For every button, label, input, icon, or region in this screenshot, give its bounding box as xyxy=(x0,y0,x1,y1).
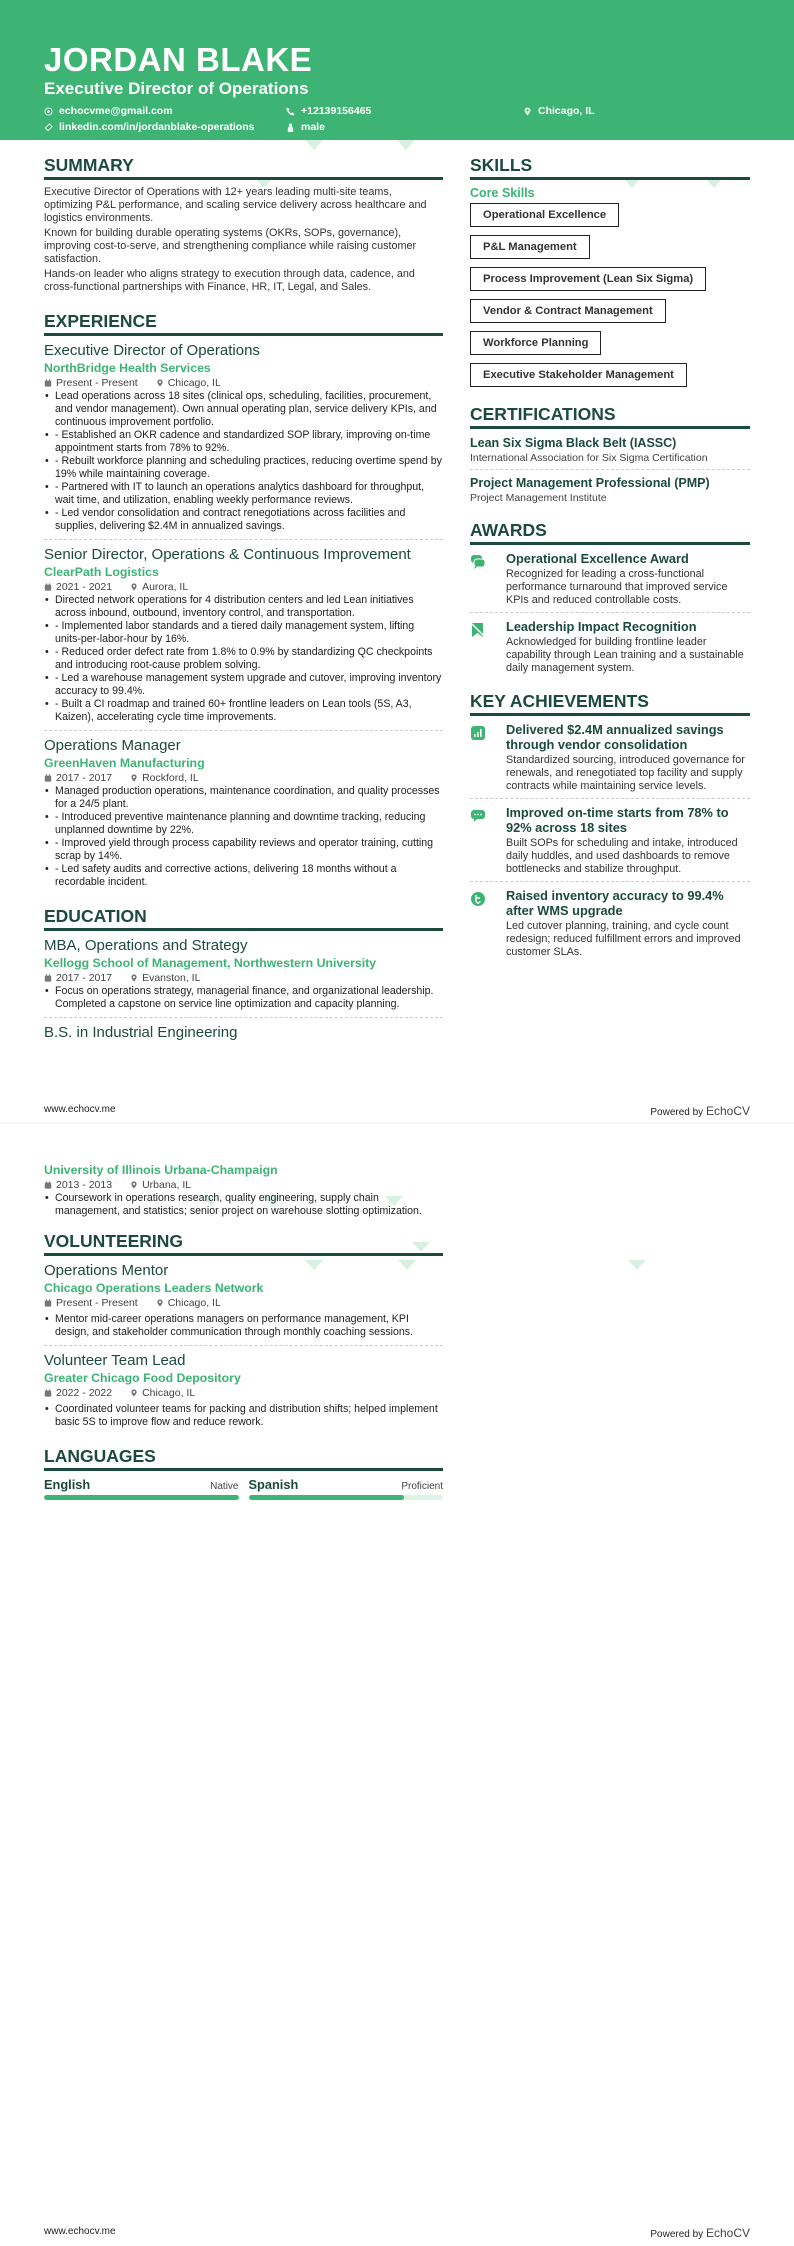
contact-info xyxy=(44,105,750,133)
bullet: • Coordinated volunteer teams for packing and distribution shifts; helped implement basic 5S to improve flow and reduce rework. xyxy=(44,1403,443,1429)
volunteer-location xyxy=(156,1296,221,1310)
achievement-entry xyxy=(470,805,750,882)
location-pin-icon xyxy=(130,974,138,982)
skill-tag: Vendor & Contract Management xyxy=(470,299,666,323)
section-heading: VOLUNTEERING xyxy=(44,1230,443,1256)
location-pin-icon xyxy=(156,1299,164,1307)
bullet: • - Partnered with IT to launch an operations analytics dashboard for throughput, wait time, and utilization, enabling weekly performance reviews. xyxy=(44,481,443,507)
certification-issuer: Project Management Institute xyxy=(470,492,607,504)
language-proficiency-bar xyxy=(44,1495,239,1500)
volunteer-meta xyxy=(44,1386,443,1400)
phone-text: +12139156465 xyxy=(301,105,372,117)
volunteer-entry xyxy=(44,1352,443,1435)
contact-linkedin[interactable] xyxy=(44,121,286,133)
award-description: Acknowledged for building frontline leader capability through Lean training and a sustainable daily management system. xyxy=(506,636,744,674)
job-dates: 2021 - 2021 xyxy=(56,581,113,593)
location-pin-icon xyxy=(523,107,532,116)
summary-paragraph: Executive Director of Operations with 12+ years leading multi-site teams, optimizing P&L performance, and scaling service delivery across healthcare and logistics environments. xyxy=(44,186,427,224)
achievement-description: Built SOPs for scheduling and intake, introduced daily huddles, and used dashboards to remove bottlenecks and stabilize throughput. xyxy=(506,837,738,875)
section-heading: SUMMARY xyxy=(44,154,443,180)
location-text: Evanston, IL xyxy=(142,972,201,984)
award-title: Operational Excellence Award xyxy=(506,551,689,566)
resume-header xyxy=(0,0,794,140)
volunteer-org: Chicago Operations Leaders Network xyxy=(44,1281,264,1295)
education-dates: 2013 - 2013 xyxy=(56,1179,113,1191)
resume-page-1 xyxy=(0,0,794,1122)
gender-text: male xyxy=(301,121,325,133)
award-entry xyxy=(470,619,750,680)
bullet: • - Led a warehouse management system upgrade and cutover, improving inventory accuracy to 99.4%. xyxy=(44,672,443,698)
education-entry xyxy=(44,1162,443,1224)
achievement-title: Raised inventory accuracy to 99.4% after WMS upgrade xyxy=(506,888,724,918)
location-text: Aurora, IL xyxy=(142,581,189,593)
language-level: Native xyxy=(210,1481,239,1492)
skill-tag: P&L Management xyxy=(470,235,590,259)
right-column xyxy=(470,140,750,970)
bullet-list xyxy=(44,390,443,533)
school-name: University of Illinois Urbana-Champaign xyxy=(44,1163,278,1177)
bullet-list xyxy=(44,594,443,724)
bullet: • Directed network operations for 4 distribution centers and led Lean initiatives across inbound, outbound, inventory control, and transportation. xyxy=(44,594,443,620)
volunteer-meta xyxy=(44,1296,443,1310)
bullet: • Mentor mid-career operations managers on performance management, KPI design, and stakeholder communication through monthly coaching sessions. xyxy=(44,1313,443,1339)
left-column xyxy=(44,1162,443,1500)
phone-icon xyxy=(286,107,295,116)
volunteer-role: Operations Mentor xyxy=(44,1262,169,1279)
calendar-icon xyxy=(44,1299,52,1307)
job-meta xyxy=(44,376,443,390)
bullet: • - Established an OKR cadence and standardized SOP library, improving on-time appointment starts from 78% to 92%. xyxy=(44,429,443,455)
calendar-icon xyxy=(44,974,52,982)
language-proficiency-fill xyxy=(44,1495,239,1500)
signal-bars-icon xyxy=(470,725,486,741)
certification-entry xyxy=(470,435,750,470)
location-pin-icon xyxy=(156,379,164,387)
bullet: • - Improved yield through process capability reviews and operator training, cutting scrap by 14%. xyxy=(44,837,443,863)
brand-name: EchoCV xyxy=(705,1104,750,1118)
skill-tag: Operational Excellence xyxy=(470,203,619,227)
candidate-title: Executive Director of Operations xyxy=(44,79,309,98)
at-icon xyxy=(44,107,53,116)
contact-gender xyxy=(286,121,523,133)
bullet: • - Built a CI roadmap and trained 60+ frontline leaders on Lean tools (5S, A3, Kaizen), accelerating cycle time improvements. xyxy=(44,698,443,724)
degree: B.S. in Industrial Engineering xyxy=(44,1024,238,1041)
language-proficiency-fill xyxy=(249,1495,405,1500)
footer-site-link[interactable]: www.echocv.me xyxy=(44,2226,116,2237)
skill-tag: Workforce Planning xyxy=(470,331,601,355)
award-entry xyxy=(470,551,750,613)
language-proficiency-bar xyxy=(249,1495,444,1500)
bullet-list xyxy=(44,785,443,889)
volunteer-entry xyxy=(44,1262,443,1346)
powered-label: Powered by xyxy=(650,2229,704,2240)
section-heading: EXPERIENCE xyxy=(44,310,443,336)
volunteer-role: Volunteer Team Lead xyxy=(44,1352,186,1369)
volunteer-dates: 2022 - 2022 xyxy=(56,1387,113,1399)
location-text: Chicago, IL xyxy=(538,105,595,117)
bullet: • - Reduced order defect rate from 1.8% to 0.9% by standardizing QC checkpoints and introducing root-cause problem solving. xyxy=(44,646,443,672)
languages-section xyxy=(44,1445,443,1500)
bullet: • - Led safety audits and corrective actions, delivering 18 months without a recordable incident. xyxy=(44,863,443,889)
award-description: Recognized for leading a cross-functional performance turnaround that improved service KPIs and reduced controllable costs. xyxy=(506,568,728,606)
language-item xyxy=(44,1477,239,1500)
section-heading: LANGUAGES xyxy=(44,1445,443,1471)
location-pin-icon xyxy=(130,583,138,591)
job-location xyxy=(130,580,188,594)
footer-powered-by xyxy=(650,1104,750,1118)
calendar-icon xyxy=(44,774,52,782)
section-heading: CERTIFICATIONS xyxy=(470,403,750,429)
linkedin-text: linkedin.com/in/jordanblake-operations xyxy=(59,121,255,133)
person-icon xyxy=(286,123,295,132)
bullet: • Focus on operations strategy, managerial finance, and organizational leadership. Completed a capstone on service line optimization and capacity planning. xyxy=(44,985,443,1011)
job-dates: 2017 - 2017 xyxy=(56,772,113,784)
contact-location xyxy=(523,105,703,117)
education-entry xyxy=(44,937,443,1018)
bullet-list xyxy=(44,985,443,1011)
volunteer-org: Greater Chicago Food Depository xyxy=(44,1371,241,1385)
company-name: ClearPath Logistics xyxy=(44,565,159,579)
job-meta xyxy=(44,771,443,785)
achievement-title: Improved on-time starts from 78% to 92% across 18 sites xyxy=(506,805,729,835)
education-meta xyxy=(44,1178,443,1192)
achievement-entry xyxy=(470,722,750,799)
job-meta xyxy=(44,580,443,594)
bullet: • - Implemented labor standards and a tiered daily management system, lifting units-per-labor-hour by 16%. xyxy=(44,620,443,646)
contact-phone[interactable] xyxy=(286,105,523,117)
bullet-list xyxy=(44,1313,443,1339)
calendar-icon xyxy=(44,379,52,387)
education-location xyxy=(130,1178,191,1192)
achievements-section xyxy=(470,690,750,964)
location-text: Urbana, IL xyxy=(142,1179,192,1191)
bullet: • Managed production operations, maintenance coordination, and quality processes for a 24/5 plant. xyxy=(44,785,443,811)
language-level: Proficient xyxy=(401,1481,443,1492)
achievement-entry xyxy=(470,888,750,964)
job-location xyxy=(156,376,221,390)
job-title: Senior Director, Operations & Continuous Improvement xyxy=(44,546,411,563)
skill-tag: Executive Stakeholder Management xyxy=(470,363,687,387)
chat-dots-icon xyxy=(470,808,486,824)
language-name: Spanish xyxy=(248,1477,299,1492)
language-list xyxy=(44,1477,443,1500)
resume-page-2 xyxy=(0,1124,794,2246)
brand-name: EchoCV xyxy=(705,2226,750,2240)
job-entry xyxy=(44,342,443,540)
calendar-icon xyxy=(44,1389,52,1397)
location-text: Chicago, IL xyxy=(142,1387,196,1399)
school-name: Kellogg School of Management, Northwestern University xyxy=(44,956,377,970)
skill-tag: Process Improvement (Lean Six Sigma) xyxy=(470,267,706,291)
language-name: English xyxy=(44,1477,91,1492)
bullet-list xyxy=(44,1403,443,1429)
job-entry xyxy=(44,737,443,895)
job-title: Operations Manager xyxy=(44,737,181,754)
skills-section xyxy=(470,154,750,395)
powered-label: Powered by xyxy=(650,1107,704,1118)
volunteering-section xyxy=(44,1230,443,1435)
link-icon xyxy=(44,123,53,132)
certification-entry xyxy=(470,475,750,509)
location-pin-icon xyxy=(130,1389,138,1397)
decor-triangle xyxy=(628,1260,646,1270)
language-item xyxy=(249,1477,444,1500)
summary-paragraph: Known for building durable operating systems (OKRs, SOPs, governance), improving cost-to-serve, and strengthening compliance while raising customer satisfaction. xyxy=(44,227,417,265)
location-pin-icon xyxy=(130,1181,138,1189)
company-name: GreenHaven Manufacturing xyxy=(44,756,205,770)
email-text: echocvme@gmail.com xyxy=(59,105,173,117)
contact-email[interactable] xyxy=(44,105,286,117)
bullet: • - Rebuilt workforce planning and scheduling practices, reducing overtime spend by 19% while maintaining coverage. xyxy=(44,455,443,481)
job-entry xyxy=(44,546,443,731)
footer-powered-by xyxy=(650,2226,750,2240)
skills-group-label: Core Skills xyxy=(470,186,535,200)
bullet: • Lead operations across 18 sites (clinical ops, scheduling, facilities, procurement, and vendor management). Own annual operating plan, service delivery KPIs, and continuous improvement portfolio. xyxy=(44,390,443,429)
volunteer-location xyxy=(130,1386,195,1400)
candidate-name: JORDAN BLAKE xyxy=(44,41,313,78)
education-section xyxy=(44,905,443,1042)
bookmark-slash-icon xyxy=(470,622,486,638)
volunteer-dates: Present - Present xyxy=(56,1297,138,1309)
left-column xyxy=(44,140,443,1042)
calendar-icon xyxy=(44,583,52,591)
location-text: Chicago, IL xyxy=(167,377,221,389)
certifications-section xyxy=(470,403,750,509)
education-dates: 2017 - 2017 xyxy=(56,972,113,984)
certification-name: Lean Six Sigma Black Belt (IASSC) xyxy=(470,436,677,450)
page-footer xyxy=(44,2226,750,2240)
award-title: Leadership Impact Recognition xyxy=(506,619,697,634)
job-title: Executive Director of Operations xyxy=(44,342,260,359)
location-text: Chicago, IL xyxy=(167,1297,221,1309)
job-location xyxy=(130,771,199,785)
currency-circle-icon xyxy=(470,891,486,907)
footer-site-link[interactable]: www.echocv.me xyxy=(44,1104,116,1115)
education-meta xyxy=(44,971,443,985)
summary-paragraph: Hands-on leader who aligns strategy to execution through data, cadence, and cross-functional partnerships with Finance, HR, IT, Legal, and Sales. xyxy=(44,268,415,293)
section-heading: SKILLS xyxy=(470,154,750,180)
bullet-list xyxy=(44,1192,443,1218)
bullet: • - Led vendor consolidation and contract renegotiations across facilities and supplies, delivering $2.4M in annualized savings. xyxy=(44,507,443,533)
bullet: • - Introduced preventive maintenance planning and downtime tracking, reducing unplanned downtime by 22%. xyxy=(44,811,443,837)
job-dates: Present - Present xyxy=(56,377,138,389)
skill-tags xyxy=(470,203,750,395)
achievement-title: Delivered $2.4M annualized savings through vendor consolidation xyxy=(506,722,724,752)
company-name: NorthBridge Health Services xyxy=(44,361,211,375)
section-heading: EDUCATION xyxy=(44,905,443,931)
location-text: Rockford, IL xyxy=(142,772,199,784)
achievement-description: Led cutover planning, training, and cycle count redesign; reduced fulfillment errors and improved customer SLAs. xyxy=(506,920,741,958)
page-footer xyxy=(44,1104,750,1118)
chat-bubbles-icon xyxy=(470,554,486,570)
summary-section xyxy=(44,154,443,294)
bullet: • Coursework in operations research, quality engineering, supply chain management, and statistics; senior project on warehouse slotting optimization. xyxy=(44,1192,443,1218)
calendar-icon xyxy=(44,1181,52,1189)
section-heading: KEY ACHIEVEMENTS xyxy=(470,690,750,716)
experience-section xyxy=(44,310,443,895)
awards-section xyxy=(470,519,750,680)
certification-name: Project Management Professional (PMP) xyxy=(470,476,710,490)
section-heading: AWARDS xyxy=(470,519,750,545)
achievement-description: Standardized sourcing, introduced governance for renewals, and renegotiated top facility and supply contracts while maintaining service levels. xyxy=(506,754,745,792)
location-pin-icon xyxy=(130,774,138,782)
certification-issuer: International Association for Six Sigma Certification xyxy=(470,452,708,464)
education-location xyxy=(130,971,200,985)
degree: MBA, Operations and Strategy xyxy=(44,937,248,954)
